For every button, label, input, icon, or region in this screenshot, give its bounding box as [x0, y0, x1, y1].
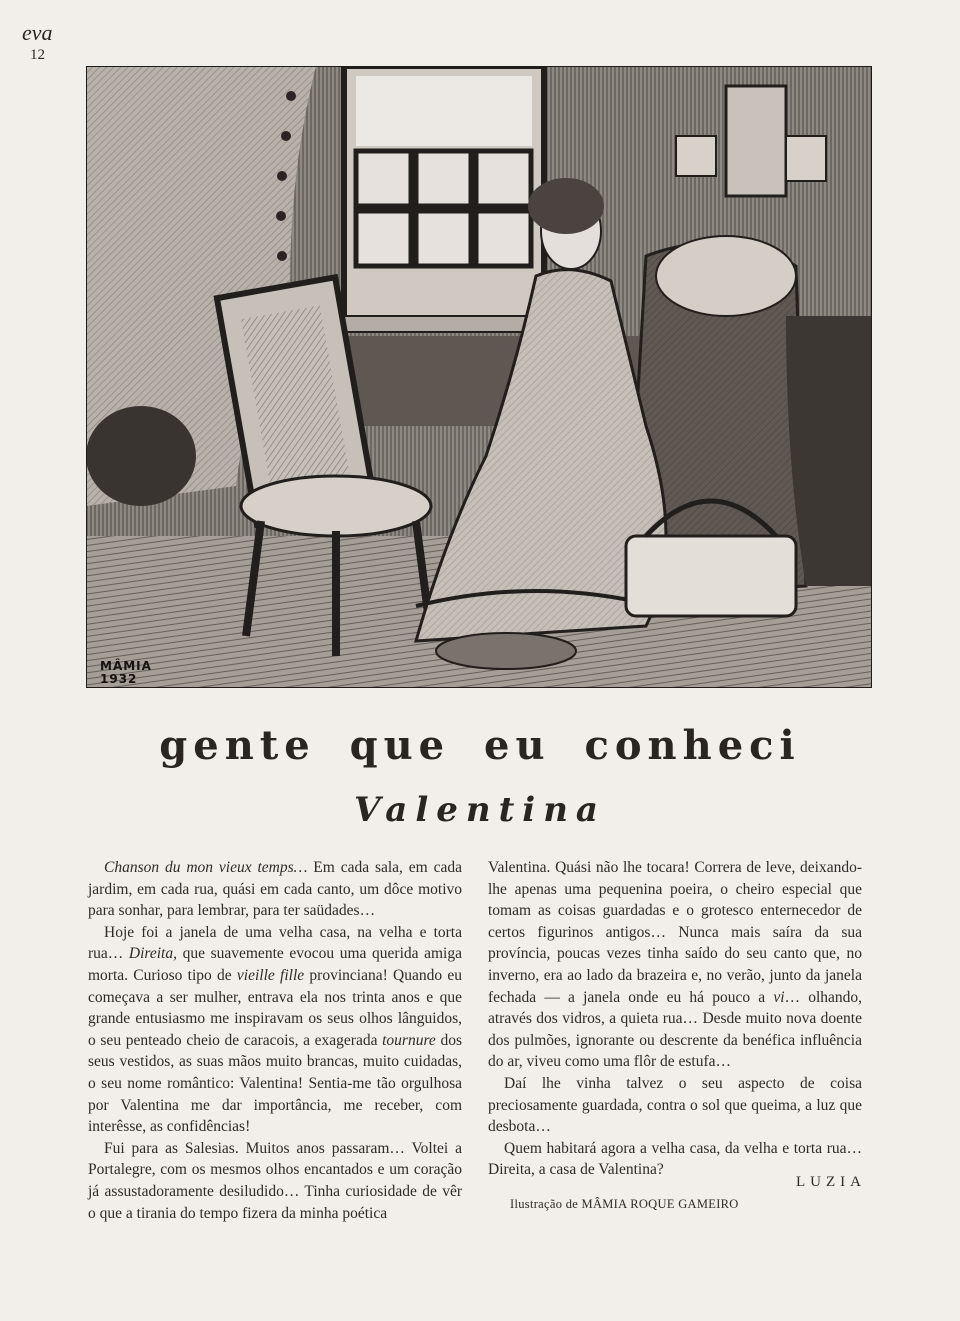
page-header — [22, 22, 53, 63]
article-column-right — [488, 857, 862, 1181]
illustrator-signature — [100, 660, 152, 686]
signature-year: 1932 — [100, 672, 138, 687]
signature-name: MÂMIA — [100, 659, 152, 673]
paragraph: Chanson du mon vieux temps… Em cada sala, em cada jardim, em cada rua, quási em cada canto, um dôce motivo para sonhar, para lembrar, para ter saüdades… — [88, 859, 462, 920]
paragraph: Quem habitará agora a velha casa, da velha e torta rua… Direita, a casa de Valentina? — [488, 1139, 862, 1179]
paragraph: Daí lhe vinha talvez o seu aspecto de coisa preciosamente guardada, contra o sol que queima, a luz que desbota… — [488, 1074, 862, 1136]
illustration-credit: Ilustração de MÂMIA ROQUE GAMEIRO — [510, 1197, 739, 1211]
article-illustration — [86, 66, 872, 688]
page-number: 12 — [30, 47, 45, 63]
paragraph: Fui para as Salesias. Muitos anos passaram… Voltei a Portalegre, com os mesmos olhos encantados e um coração já assustadoramente desiludido… Tinha curiosidade de vêr o que a tirania do tempo fizera da minha poética — [88, 1139, 462, 1222]
article-author: LUZIA — [796, 1174, 866, 1190]
woman-in-armchair-illustration — [86, 66, 872, 688]
paragraph: Valentina. Quási não lhe tocara! Correra de leve, deixando-lhe apenas uma pequenina poeira, o cheiro especial que tomam as coisas guardadas e o grotesco enternecedor de certos figurinos antigos… Nunca mais saíra da sua província, poucas vezes tinha saído do seu canto que, no inverno, era ao lado da brazeira e, no verão, junto da janela fechada — a janela onde eu há pouco a vi… olhando, através dos vidros, a quieta rua… Desde muito nova doente dos pulmões, ignorante ou descrente da benéfica influência do ar, viveu como uma flôr de estufa… — [488, 859, 863, 1071]
article-subtitle: Valentina — [354, 790, 606, 830]
paragraph: Hoje foi a janela de uma velha casa, na velha e torta rua… Direita, que suavemente evocou uma querida amiga morta. Curioso tipo de vieille fille provinciana! Quando eu começava a ser mulher, entrava ela nos trinta anos e que grande entusiasmo me inspiravam os seus olhos lânguidos, o seu penteado cheio de caracois, a exagerada tournure dos seus vestidos, as suas mãos muito brancas, muito cuidadas, o seu nome romântico: Valentina! Sentia-me tão orgulhosa por Valentina me dar importância, me receber, com interêsse, as confidências! — [88, 923, 462, 1136]
article-title: gente que eu conheci — [159, 722, 801, 769]
magazine-name: eva — [22, 20, 53, 45]
song-title: Chanson du mon vieux temps… — [104, 859, 308, 876]
article-column-left — [88, 857, 462, 1224]
